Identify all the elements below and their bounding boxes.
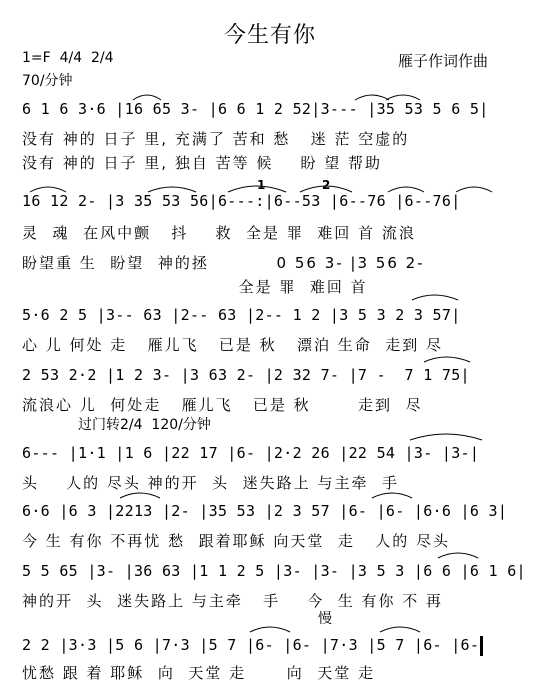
key-signature: 1=F 4/4 2/4 xyxy=(22,50,114,66)
notation-row-4: 2 53 2·2 |1 2 3- |3 63 2- |2 32 7- |7 - 7 1 75| xyxy=(22,366,470,384)
slur xyxy=(424,357,470,362)
notation-row-6: 6·6 |6 3 |2213 |2- |35 53 |2 3 57 |6- |6- |6·6 |6 3| xyxy=(22,502,508,520)
tempo-mark: 70/分钟 xyxy=(22,73,73,89)
volta-one: 1 xyxy=(257,178,266,192)
slur xyxy=(380,627,420,632)
notation-row-2: 16 12 2- |3 35 53 56|6---:|6--53 |6--76 |6--76| xyxy=(22,192,461,210)
transition-note: 过门转2/4 120/分钟 xyxy=(78,417,211,433)
slur xyxy=(120,493,160,498)
lyric-row-2b: 盼望重 生 盼望 神的拯 0 56 3- |3 56 2- xyxy=(22,254,425,272)
lyric-row-8: 忧愁 跟 着 耶稣 向 天堂 走 向 天堂 走 xyxy=(22,664,376,682)
slur xyxy=(438,553,478,558)
slur xyxy=(250,627,290,632)
lyric-row-1b: 没有 神的 日子 里, 独自 苦等 候 盼 望 帮助 xyxy=(22,154,382,172)
lyric-row-6: 今 生 有你 不再忧 愁 跟着耶稣 向天堂 走 人的 尽头 xyxy=(22,532,450,550)
volta-two: 2 xyxy=(322,178,331,192)
notation-row-3: 5·6 2 5 |3-- 63 |2-- 63 |2-- 1 2 |3 5 3 2 3 57| xyxy=(22,306,461,324)
notation-row-5: 6--- |1·1 |1 6 |22 17 |6- |2·2 26 |22 54 |3- |3-| xyxy=(22,444,480,462)
lyric-row-3: 心 儿 何处 走 雁儿飞 已是 秋 漂泊 生命 走到 尽 xyxy=(22,336,444,354)
lyric-row-4: 流浪心 儿 何处走 雁儿飞 已是 秋 走到 尽 xyxy=(22,396,423,414)
slow-mark: 慢 xyxy=(318,611,332,627)
lyric-row-2c: 全是 罪 难回 首 xyxy=(22,278,368,296)
song-title: 今生有你 xyxy=(223,23,316,48)
credit-line: 雁子作词作曲 xyxy=(398,52,489,70)
slur xyxy=(410,434,482,440)
lyric-row-7: 神的开 头 迷失路上 与主牵 手 今 生 有你 不 再 xyxy=(22,592,444,610)
notation-row-7: 5 5 65 |3- |36 63 |1 1 2 5 |3- |3- |3 5 3 |6 6 |6 1 6| xyxy=(22,562,526,580)
lyric-row-1a: 没有 神的 日子 里, 充满了 苦和 愁 迷 茫 空虚的 xyxy=(22,130,410,148)
final-barline xyxy=(480,636,483,656)
lyric-row-2a: 灵 魂 在风中颤 抖 救 全是 罪 难回 首 流浪 xyxy=(22,224,416,242)
notation-row-8: 2 2 |3·3 |5 6 |7·3 |5 7 |6- |6- |7·3 |5 7 |6- |6- xyxy=(22,636,480,654)
notation-row-1: 6 1 6 3·6 |16 65 3- |6 6 1 2 52|3--- |35 53 5 6 5| xyxy=(22,100,489,118)
lyric-row-5: 头 人的 尽头 神的开 头 迷失路上 与主牵 手 xyxy=(22,474,399,492)
slur xyxy=(372,493,412,498)
